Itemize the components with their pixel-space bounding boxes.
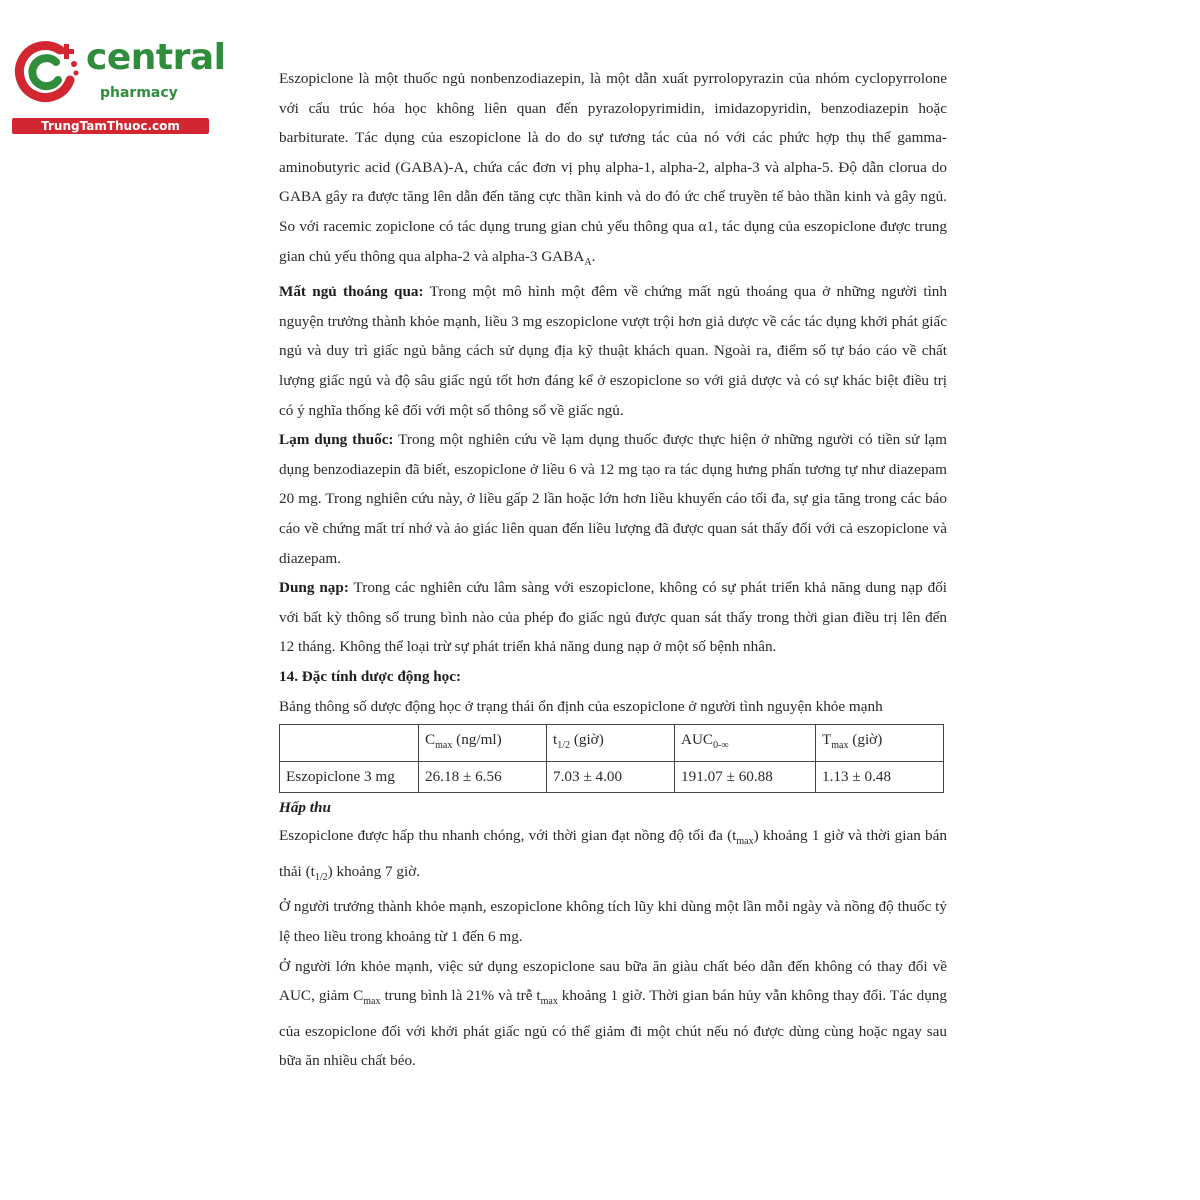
table-cell-label: Eszopiclone 3 mg [280, 762, 419, 793]
table-cell-thalf: 7.03 ± 4.00 [547, 762, 675, 793]
absorption-heading: Hấp thu [279, 799, 331, 817]
table-caption: Bảng thông số dược động học ở trạng thái ổn định của eszopiclone ở người tình nguyện khỏe mạnh [279, 697, 883, 715]
table-cell-tmax: 1.13 ± 0.48 [816, 762, 944, 793]
table-header-tmax: $T_{max}$ (giờ) [816, 725, 944, 762]
abuse-paragraph: Lạm dụng thuốc: Trong một nghiên cứu về lạm dụng thuốc được thực hiện ở những người có tiền sử lạm dụng benzodiazepin đã biết, eszopiclone ở liều 6 và 12 mg tạo ra tác dụng hưng phấn tương tự như diazepam 20 mg. Trong nghiên cứu này, ở liều gấp 2 lần hoặc lớn hơn liều khuyến cáo tối đa, sự gia tăng trong các báo cáo về chứng mất trí nhớ và ảo giác liên quan đến liều lượng đã được quan sát thấy đối với cả eszopiclone và diazepam. [279, 431, 947, 567]
logo-subtitle: pharmacy [100, 85, 178, 101]
table-header-thalf: $t_{1/2}$ (giờ) [547, 725, 675, 762]
logo-website[interactable]: TrungTamThuoc.com [12, 118, 209, 134]
table-row [280, 762, 944, 793]
tolerance-paragraph: Dung nạp: Trong các nghiên cứu lâm sàng với eszopiclone, không có sự phát triển khả năng dung nạp đối với bất kỳ thông số trung bình nào của phép đo giấc ngủ được quan sát thấy trong thời gian điều trị lên đến 12 tháng. Không thể loại trừ sự phát triển khả năng dung nạp ở một số bệnh nhân. [279, 579, 948, 656]
mechanism-paragraph: Eszopiclone là một thuốc ngủ nonbenzodiazepin, là một dẫn xuất pyrrolopyrazin của nhóm cyclopyrrolone với cấu trúc hóa học không liên quan đến pyrazolopyrimidin, imidazopyridin, benzodiazepin hoặc barbiturate. Tác dụng của eszopiclone là do do sự tương tác của nó với các phức hợp thụ thể gamma-aminobutyric acid (GABA)-A, chứa các đơn vị phụ alpha-1, alpha-2, alpha-3 và alpha-5. Độ dẫn clorua do GABA gây ra được tăng lên dẫn đến tăng cực thần kinh và do đó ức chế truyền tế bào thần kinh và gây ngủ. So với racemic zopiclone có tác dụng trung gian chủ yếu thông qua α1, tác dụng của eszopiclone được trung gian chủ yếu thông qua alpha-2 và alpha-3 $GABA_A$. [279, 70, 947, 268]
pharmacokinetics-table [279, 724, 944, 793]
pharmacy-logo-mark-icon [12, 36, 80, 104]
pharmacokinetics-heading: 14. Đặc tính dược động học: [279, 667, 462, 685]
tolerance-label: Dung nạp: [279, 579, 349, 597]
insomnia-paragraph: Mất ngủ thoáng qua: Trong một mô hình một đêm về chứng mất ngủ thoáng qua ở những người tình nguyện trưởng thành khỏe mạnh, liều 3 mg eszopiclone vượt trội hơn giả dược về các tác dụng khởi phát giấc ngủ và duy trì giấc ngủ bằng cách sử dụng địa kỹ thuật khách quan. Ngoài ra, điểm số tự báo cáo về chất lượng giấc ngủ và độ sâu giấc ngủ tốt hơn đáng kể ở eszopiclone so với giả dược và có sự khác biệt điều trị có ý nghĩa thống kê đối với một số thông số về giấc ngủ. [279, 283, 947, 419]
table-cell-cmax: 26.18 ± 6.56 [419, 762, 547, 793]
logo-brand-name: central [86, 37, 226, 78]
insomnia-label: Mất ngủ thoáng qua: [279, 283, 424, 301]
table-header-auc: $AUC_{0-\infty}$ [675, 725, 816, 762]
abuse-label: Lạm dụng thuốc: [279, 431, 394, 449]
document-body [279, 64, 947, 1076]
absorption-paragraph-2: Ở người trưởng thành khỏe mạnh, eszopiclone không tích lũy khi dùng một lần mỗi ngày và nồng độ thuốc tỷ lệ theo liều trong khoảng từ 1 đến 6 mg. [279, 898, 947, 945]
table-cell-auc: 191.07 ± 60.88 [675, 762, 816, 793]
absorption-paragraph-1: Eszopiclone được hấp thu nhanh chóng, với thời gian đạt nồng độ tối đa $(t_{max})$ khoảng 1 giờ và thời gian bán thải $(t_{1/2})$ khoảng 7 giờ. [279, 827, 947, 883]
table-header-row [280, 725, 944, 762]
table-header-cmax: $C_{max}$ (ng/ml) [419, 725, 547, 762]
absorption-paragraph-3: Ở người lớn khỏe mạnh, việc sử dụng eszopiclone sau bữa ăn giàu chất béo dẫn đến không có thay đổi về AUC, giảm $C_{max}$ trung bình là 21% và trễ $t_{max}$ khoảng 1 giờ. Thời gian bán hủy vẫn không thay đổi. Tác dụng của eszopiclone đối với khởi phát giấc ngủ có thể giảm đi một chút nếu nó được dùng cùng hoặc ngay sau bữa ăn nhiều chất béo. [279, 957, 947, 1070]
central-pharmacy-logo[interactable] [12, 36, 226, 136]
table-header-empty [280, 725, 419, 762]
